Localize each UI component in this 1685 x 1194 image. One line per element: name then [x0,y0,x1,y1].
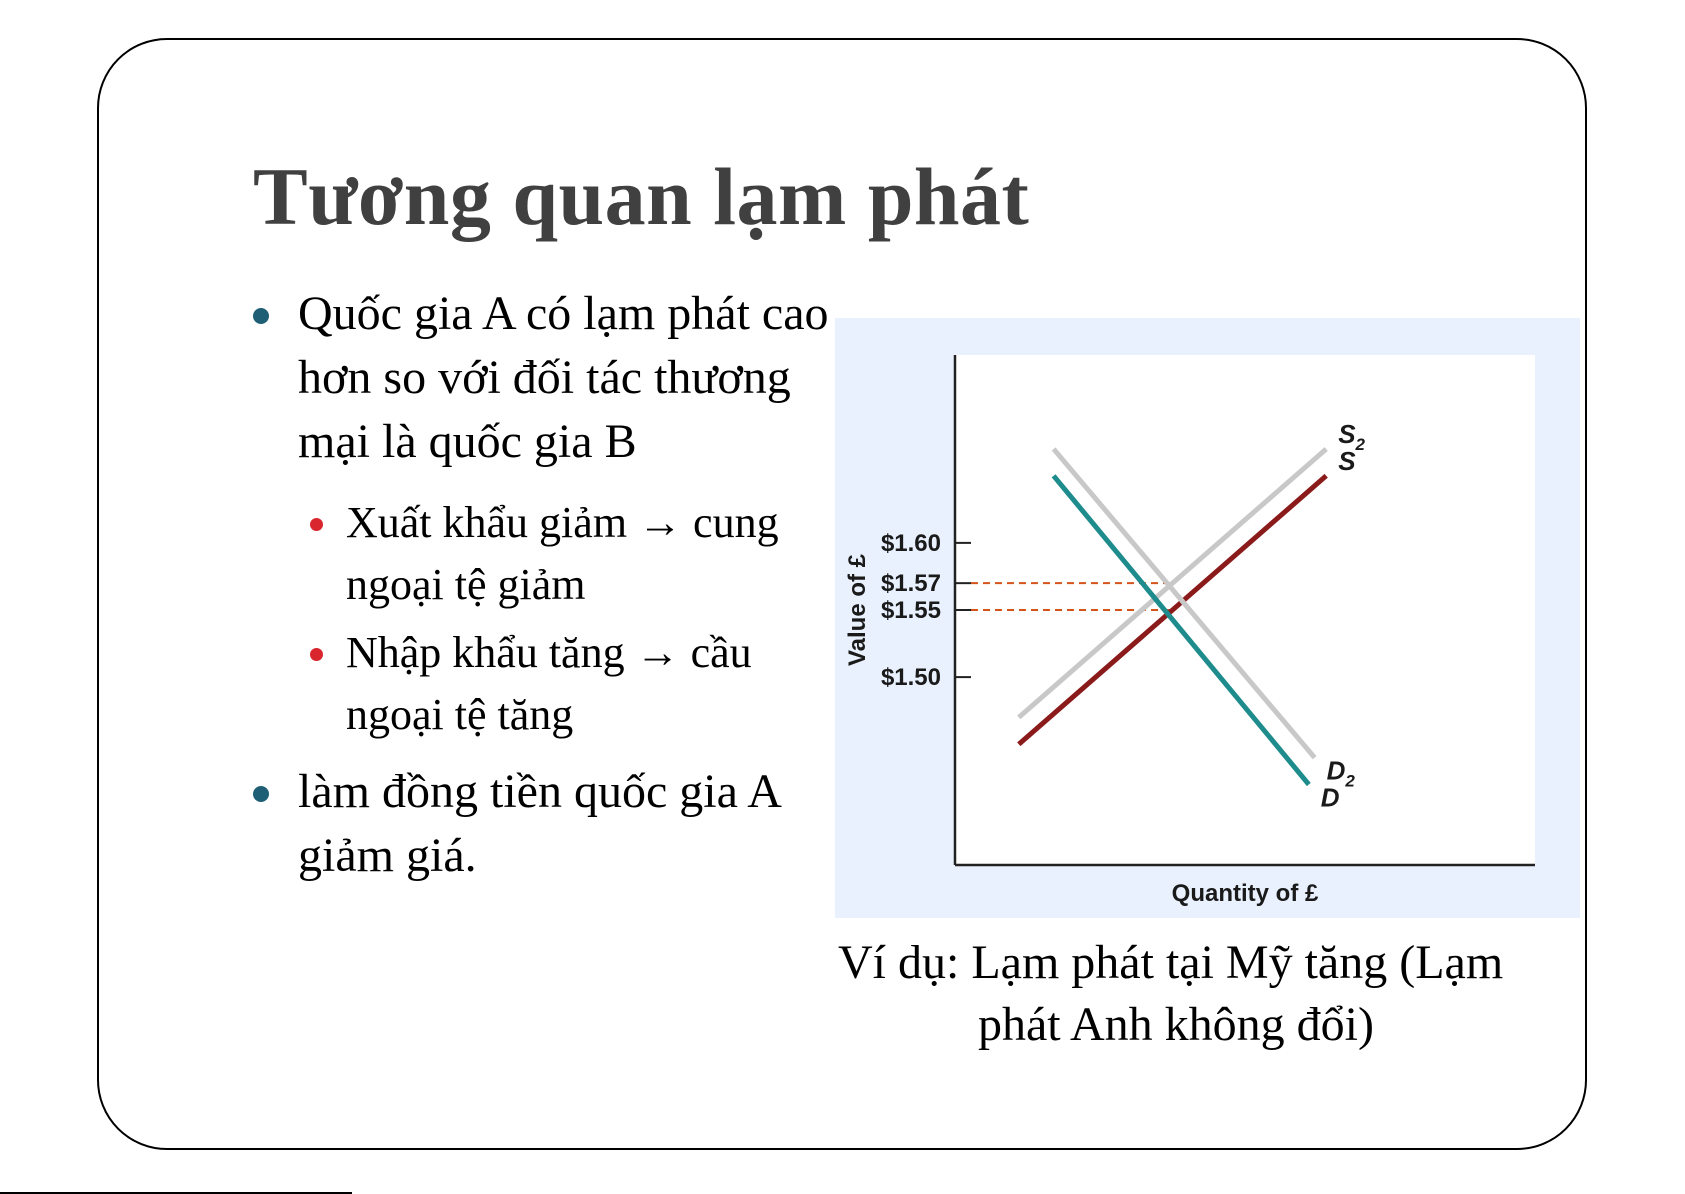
sub-bullet-dot-icon [310,648,323,661]
sub-bullet-item [250,622,840,746]
y-axis-label: Value of £ [844,553,871,667]
slide-title: Tương quan lạm phát [253,151,1030,242]
sub-bullet-text: Nhập khẩu tăng → cầu ngoại tệ tăng [346,628,752,739]
bullet-dot-icon [253,308,269,324]
bullet-item [250,282,840,474]
bullet-text: làm đồng tiền quốc gia A giảm giá. [298,765,780,882]
y-tick-label: $1.60 [880,529,941,557]
bullet-dot-icon [253,786,269,802]
y-tick-label: $1.55 [880,597,941,624]
chart-caption: Ví dụ: Lạm phát tại Mỹ tăng (Lạm phát Anh không đổi) [838,936,1504,1051]
sub-bullet-text: Xuất khẩu giảm → cung ngoại tệ giảm [346,498,779,609]
plot-area [955,355,1535,865]
y-tick-label: $1.50 [880,664,941,692]
chart-panel [835,318,1580,918]
sub-bullet-dot-icon [310,518,323,531]
y-tick-label: $1.57 [880,570,941,598]
bullet-item [250,760,840,888]
curve-label-d: D [1320,782,1340,813]
curve-label-s: S [1338,445,1356,476]
sub-bullet-item [250,492,840,616]
supply-demand-chart [835,318,1580,918]
curve-label-s2: $S_2$ [1338,418,1366,454]
curve-label-d2: $D_2$ [1326,755,1355,791]
bullet-text: Quốc gia A có lạm phát cao hơn so với đối tác thương mại là quốc gia B [298,287,829,468]
bullet-list [250,282,840,888]
x-axis-label: Quantity of £ [1171,880,1319,907]
